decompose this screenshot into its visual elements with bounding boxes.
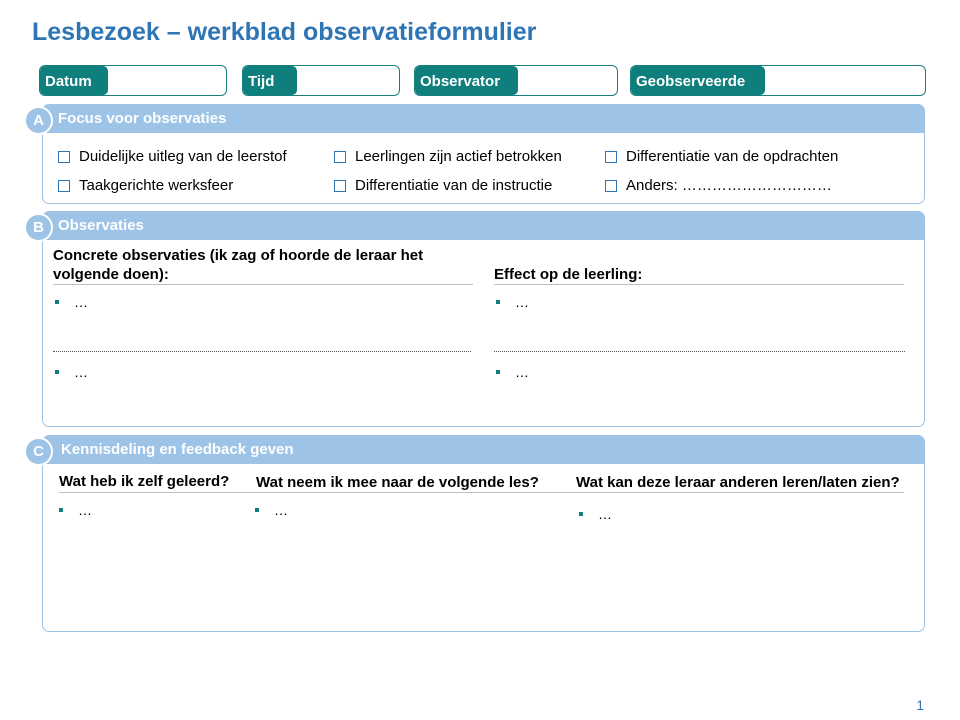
entry-text: … <box>274 502 288 518</box>
effect-entry[interactable] <box>496 294 529 310</box>
entry-text: … <box>515 294 529 310</box>
observation-entry[interactable] <box>55 364 88 380</box>
focus-option-anders[interactable] <box>605 177 832 194</box>
dotted-separator <box>53 351 471 352</box>
option-label: Differentiatie van de opdrachten <box>626 148 839 165</box>
section-c-title: Kennisdeling en feedback geven <box>61 441 294 458</box>
bullet-icon <box>579 512 583 516</box>
page-number: 1 <box>916 697 924 713</box>
effect-entry[interactable] <box>496 364 529 380</box>
focus-option-instructie[interactable] <box>334 177 552 194</box>
section-a-badge: A <box>24 106 53 135</box>
heading-rule <box>494 284 904 285</box>
focus-option-uitleg[interactable] <box>58 148 287 165</box>
meenemen-entry[interactable] <box>255 502 288 518</box>
datum-label: Datum <box>40 66 108 95</box>
entry-text: … <box>598 506 612 522</box>
dotted-separator <box>494 351 905 352</box>
geleerd-entry[interactable] <box>59 502 92 518</box>
focus-option-betrokken[interactable] <box>334 148 562 165</box>
tijd-field[interactable] <box>242 65 400 96</box>
geobserveerde-input[interactable] <box>769 66 919 95</box>
option-label: Leerlingen zijn actief betrokken <box>355 148 562 165</box>
option-label: Anders: ………………………… <box>626 177 832 194</box>
checkbox-icon[interactable] <box>605 151 617 163</box>
heading-rule <box>59 492 904 493</box>
checkbox-icon[interactable] <box>58 180 70 192</box>
observations-heading: Concrete observaties (ik zag of hoorde de leraar het volgende doen): <box>53 247 424 283</box>
observation-entry[interactable] <box>55 294 88 310</box>
entry-text: … <box>74 294 88 310</box>
effect-heading: Effect op de leerling: <box>494 266 643 283</box>
geobserveerde-field[interactable] <box>630 65 926 96</box>
section-c-badge: C <box>24 437 53 466</box>
bullet-icon <box>496 300 500 304</box>
focus-option-werksfeer[interactable] <box>58 177 233 194</box>
focus-option-opdrachten[interactable] <box>605 148 838 165</box>
option-label: Duidelijke uitleg van de leerstof <box>79 148 287 165</box>
tijd-input[interactable] <box>301 66 393 95</box>
checkbox-icon[interactable] <box>58 151 70 163</box>
option-label: Taakgerichte werksfeer <box>79 177 234 194</box>
checkbox-icon[interactable] <box>334 151 346 163</box>
bullet-icon <box>55 300 59 304</box>
section-a-title: Focus voor observaties <box>58 110 227 127</box>
heading-rule <box>53 284 473 285</box>
section-kennisdeling <box>42 435 925 632</box>
datum-field[interactable] <box>39 65 227 96</box>
checkbox-icon[interactable] <box>605 180 617 192</box>
observator-label: Observator <box>415 66 518 95</box>
geleerd-heading: Wat heb ik zelf geleerd? <box>59 473 230 490</box>
section-c-header <box>43 436 924 464</box>
option-label: Differentiatie van de instructie <box>355 177 553 194</box>
checkbox-icon[interactable] <box>334 180 346 192</box>
bullet-icon <box>55 370 59 374</box>
section-b-header <box>43 212 924 240</box>
entry-text: … <box>74 364 88 380</box>
section-focus <box>42 104 925 204</box>
bullet-icon <box>59 508 63 512</box>
datum-input[interactable] <box>112 66 220 95</box>
bullet-icon <box>255 508 259 512</box>
anderen-entry[interactable] <box>579 506 612 522</box>
section-observaties <box>42 211 925 427</box>
observator-field[interactable] <box>414 65 618 96</box>
anderen-heading: Wat kan deze leraar anderen leren/laten zien? <box>576 474 900 491</box>
observator-input[interactable] <box>522 66 611 95</box>
section-a-header <box>43 105 924 133</box>
bullet-icon <box>496 370 500 374</box>
meenemen-heading: Wat neem ik mee naar de volgende les? <box>256 474 539 491</box>
entry-text: … <box>78 502 92 518</box>
page-title: Lesbezoek – werkblad observatieformulier <box>32 18 537 46</box>
tijd-label: Tijd <box>243 66 297 95</box>
geobserveerde-label: Geobserveerde <box>631 66 765 95</box>
section-b-title: Observaties <box>58 217 144 234</box>
entry-text: … <box>515 364 529 380</box>
section-b-badge: B <box>24 213 53 242</box>
